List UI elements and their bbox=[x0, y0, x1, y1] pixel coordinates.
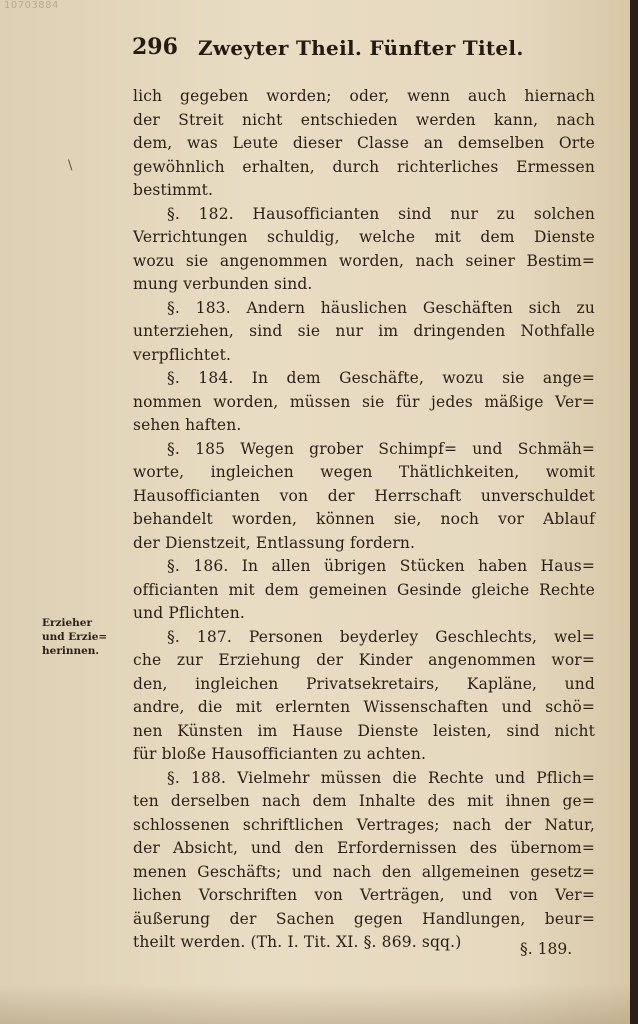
text-line: che zur Erziehung der Kinder angenommen wor= bbox=[133, 651, 595, 669]
margin-note-line: herinnen. bbox=[42, 645, 100, 657]
text-line: und Pflichten. bbox=[133, 604, 245, 622]
catchword: §. 189. bbox=[520, 940, 573, 958]
page-edge bbox=[630, 0, 638, 1024]
text-line: der Absicht, und den Erfordernissen des übernom= bbox=[133, 839, 595, 857]
text-line: der Dienstzeit, Entlassung fordern. bbox=[133, 533, 416, 552]
text-line: bestimmt. bbox=[133, 181, 214, 199]
text-line: menen Geschäfts; und nach den allgemeinen gesetz= bbox=[133, 862, 595, 881]
text-line: nen Künsten im Hause Dienste leisten, sind nicht bbox=[133, 721, 595, 740]
running-head: Zweyter Theil. Fünfter Titel. bbox=[198, 36, 524, 60]
text-line: äußerung der Sachen gegen Handlungen, beur= bbox=[133, 909, 595, 928]
text-line: Hausofficianten von der Herrschaft unverschuldet bbox=[133, 486, 595, 505]
text-line: officianten mit dem gemeinen Gesinde gleiche Rechte bbox=[133, 580, 595, 599]
text-line: schlossenen schriftlichen Vertrages; nach der Natur, bbox=[133, 815, 595, 834]
text-line: gewöhnlich erhalten, durch richterliches Ermessen bbox=[133, 157, 595, 176]
paragraph-185-start: §. 185 Wegen grober Schimpf= und Schmäh= bbox=[167, 439, 595, 458]
text-line: lichen Vorschriften von Verträgen, und von Ver= bbox=[133, 886, 595, 904]
text-line: sehen haften. bbox=[133, 416, 242, 434]
text-line: behandelt worden, können sie, noch vor Ablauf bbox=[133, 510, 595, 528]
paragraph-182-start: §. 182. Hausofficianten sind nur zu solchen bbox=[167, 204, 595, 223]
margin-note-line: Erzieher bbox=[42, 617, 93, 629]
catalog-id: 10703884 bbox=[4, 0, 59, 11]
paragraph-186-start: §. 186. In allen übrigen Stücken haben Haus= bbox=[167, 557, 595, 575]
text-line: worte, ingleichen wegen Thätlichkeiten, womit bbox=[133, 463, 595, 481]
text-line: theilt werden. (Th. I. Tit. XI. §. 869. sqq.) bbox=[133, 933, 462, 951]
page-header bbox=[132, 34, 592, 70]
text-line: Verrichtungen schuldig, welche mit dem Dienste bbox=[133, 228, 595, 246]
text-line: verpflichtet. bbox=[133, 345, 232, 364]
text-line: für bloße Hausofficianten zu achten. bbox=[133, 745, 427, 763]
paragraph-187-start: §. 187. Personen beyderley Geschlechts, wel= bbox=[167, 627, 595, 646]
text-line: lich gegeben worden; oder, wenn auch hiernach bbox=[133, 87, 595, 105]
text-line: dem, was Leute dieser Classe an demselben Orte bbox=[133, 134, 595, 152]
paragraph-188-start: §. 188. Vielmehr müssen die Rechte und Pflich= bbox=[167, 768, 595, 787]
text-line: der Streit nicht entschieden werden kann, nach bbox=[133, 110, 595, 129]
paragraph-183-start: §. 183. Andern häuslichen Geschäften sich zu bbox=[167, 298, 595, 317]
text-line: unterziehen, sind sie nur im dringenden Nothfalle bbox=[133, 322, 595, 340]
margin-note bbox=[42, 616, 124, 658]
text-line: mung verbunden sind. bbox=[133, 275, 313, 293]
text-line: ten derselben nach dem Inhalte des mit ihnen ge= bbox=[133, 792, 595, 810]
page-shadow bbox=[0, 984, 630, 1024]
text-line: andre, die mit erlernten Wissenschaften und schö= bbox=[133, 698, 595, 716]
page-number: 296 bbox=[132, 34, 178, 60]
margin-note-line: und Erzie= bbox=[42, 631, 108, 643]
text-line: nommen worden, müssen sie für jedes mäßige Ver= bbox=[133, 392, 595, 411]
text-line: den, ingleichen Privatsekretairs, Kapläne, und bbox=[133, 674, 595, 693]
paragraph-184-start: §. 184. In dem Geschäfte, wozu sie ange= bbox=[167, 369, 595, 387]
margin-mark: \ bbox=[68, 158, 73, 173]
text-line: wozu sie angenommen worden, nach seiner Bestim= bbox=[133, 251, 595, 270]
